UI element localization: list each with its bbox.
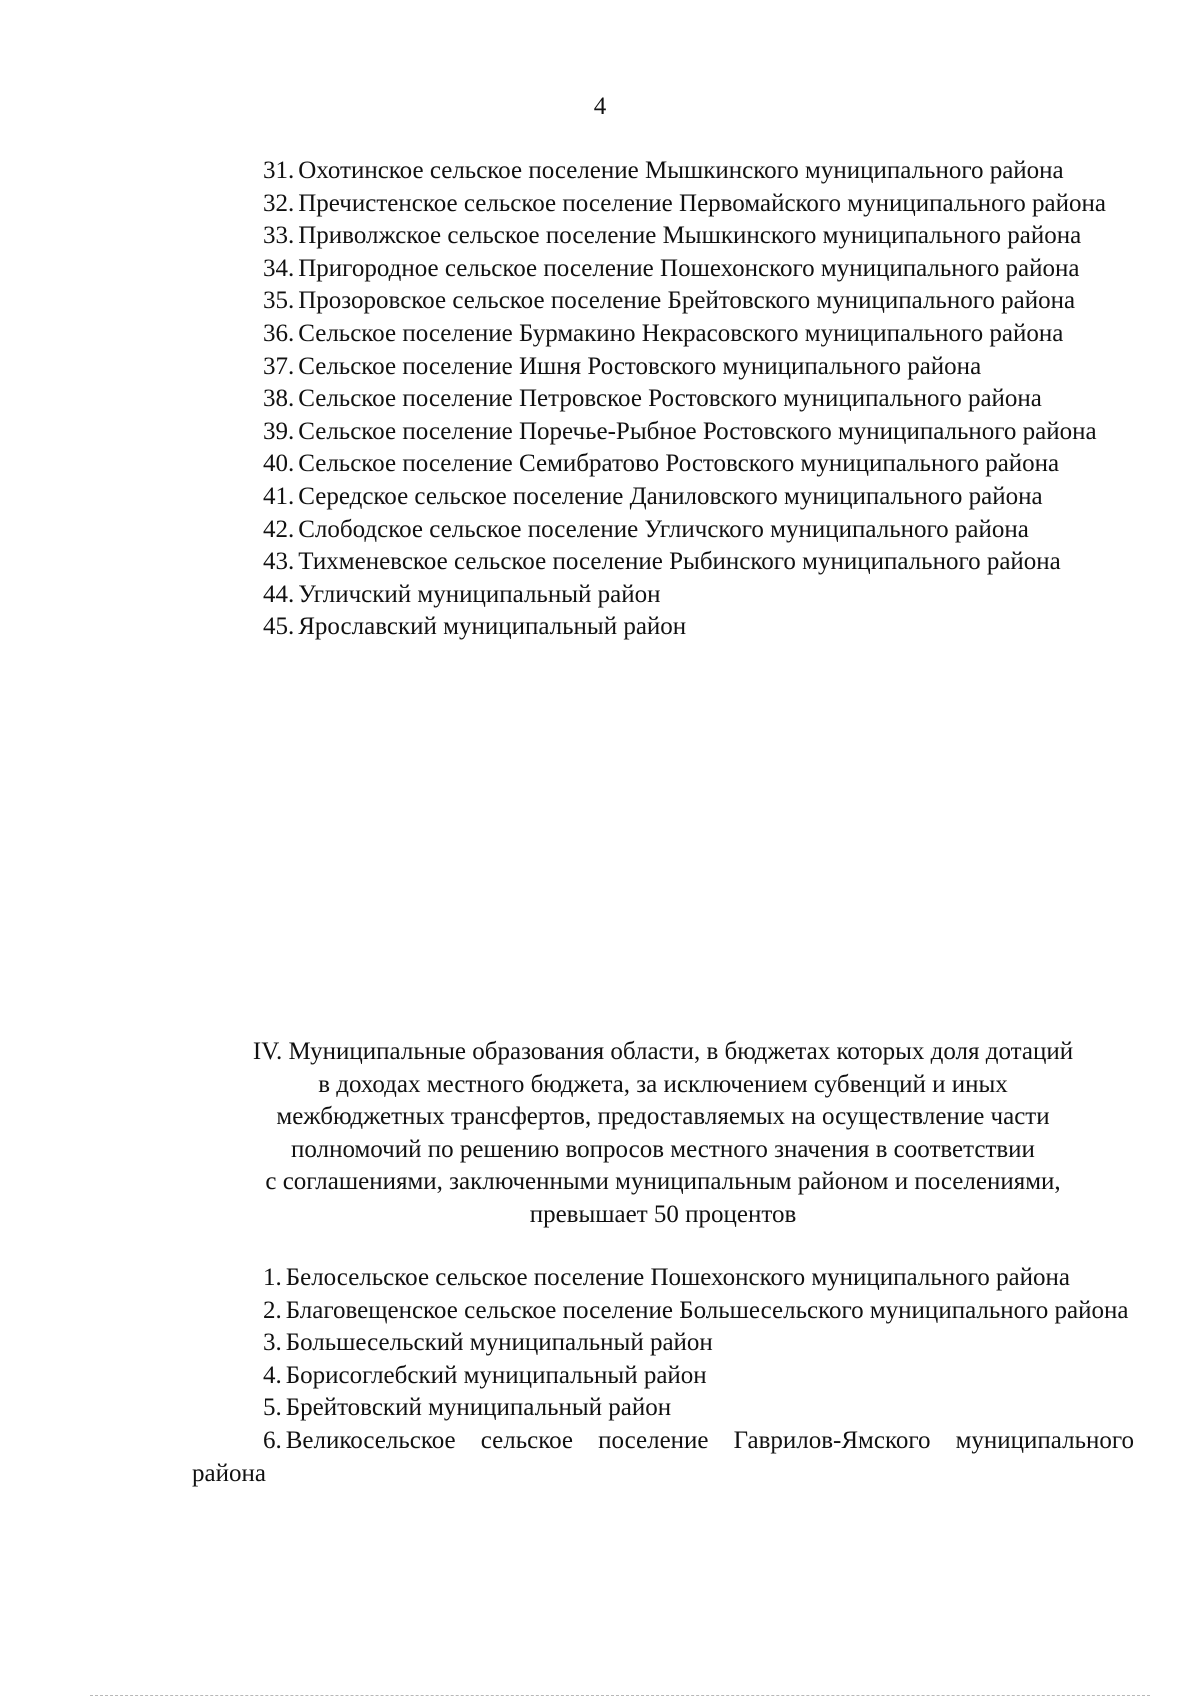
list-item <box>192 481 1134 514</box>
list-item <box>192 383 1134 416</box>
list-item-number: 44. <box>263 580 295 608</box>
list-item-text: Сельское поселение Семибратово Ростовского муниципального района <box>298 450 1060 478</box>
settlement-list-bottom <box>192 1262 1134 1490</box>
list-item <box>192 1360 1134 1393</box>
list-item-text: Середское сельское поселение Даниловского муниципального района <box>298 482 1043 510</box>
list-item-number: 5. <box>263 1394 282 1422</box>
section-heading-line: межбюджетных трансфертов, предоставляемых на осуществление части <box>276 1103 1050 1131</box>
list-item-number: 34. <box>263 254 295 282</box>
list-item <box>192 1392 1134 1425</box>
list-item-number: 35. <box>263 287 295 315</box>
section-heading-line: полномочий по решению вопросов местного значения в соответствии <box>291 1135 1035 1163</box>
section-heading <box>192 1036 1134 1232</box>
list-item-number: 39. <box>263 417 295 445</box>
list-item-text: Белосельское сельское поселение Пошехонского муниципального района <box>285 1264 1070 1291</box>
list-item-text: Пригородное сельское поселение Пошехонского муниципального района <box>298 254 1080 282</box>
section-heading-line: с соглашениями, заключенными муниципальным районом и поселениями, <box>265 1168 1061 1196</box>
list-item-number: 6. <box>263 1426 282 1454</box>
list-item-text: Большесельский муниципальный район <box>285 1329 713 1357</box>
list-item-number: 37. <box>263 352 295 380</box>
list-item-number: 31. <box>263 157 295 184</box>
list-item <box>192 416 1134 449</box>
list-item-text: Пречистенское сельское поселение Первомайского муниципального района <box>298 189 1106 217</box>
list-item-number: 4. <box>263 1361 282 1389</box>
list-item-text: Угличский муниципальный район <box>298 580 661 608</box>
list-item-text: Охотинское сельское поселение Мышкинского муниципального района <box>298 157 1064 184</box>
list-item-number: 40. <box>263 450 295 478</box>
list-item <box>192 514 1134 547</box>
scan-edge-line <box>90 1695 1150 1697</box>
list-item <box>192 285 1134 318</box>
section-heading-line: в доходах местного бюджета, за исключением субвенций и иных <box>318 1070 1008 1098</box>
list-item-text: Борисоглебский муниципальный район <box>285 1361 707 1389</box>
list-item <box>192 546 1134 579</box>
list-item-number: 1. <box>263 1264 282 1291</box>
section-heading-line: превышает 50 процентов <box>529 1200 797 1228</box>
list-item <box>192 448 1134 481</box>
list-item <box>192 1262 1134 1295</box>
list-item <box>192 579 1134 612</box>
list-item-number: 43. <box>263 548 295 576</box>
list-item <box>192 188 1134 221</box>
list-item <box>192 318 1134 351</box>
list-item-text: Сельское поселение Поречье-Рыбное Ростовского муниципального района <box>298 417 1097 445</box>
list-item-text: Сельское поселение Бурмакино Некрасовского муниципального района <box>298 319 1064 347</box>
list-item-number: 38. <box>263 385 295 413</box>
list-item-number: 3. <box>263 1329 282 1357</box>
list-item <box>192 611 1134 644</box>
list-item-text: Сельское поселение Петровское Ростовского муниципального района <box>298 385 1042 413</box>
settlement-list-top <box>192 155 1134 644</box>
list-item-text: Ярославский муниципальный район <box>298 613 687 641</box>
list-item <box>192 1295 1134 1328</box>
list-item-number: 36. <box>263 319 295 347</box>
list-item-number: 32. <box>263 189 295 217</box>
list-item-text: Приволжское сельское поселение Мышкинского муниципального района <box>298 222 1082 250</box>
list-item <box>192 351 1134 384</box>
page-number: 4 <box>593 93 607 120</box>
list-item-text: Тихменевское сельское поселение Рыбинского муниципального района <box>298 548 1061 576</box>
list-item-number: 2. <box>263 1296 282 1324</box>
list-item-number: 41. <box>263 482 295 510</box>
list-item-text: Благовещенское сельское поселение Большесельского муниципального района <box>285 1296 1129 1324</box>
list-item-number: 45. <box>263 613 295 641</box>
list-item-text: Сельское поселение Ишня Ростовского муниципального района <box>298 352 982 380</box>
list-item <box>192 1425 1134 1490</box>
list-item <box>192 155 1134 188</box>
list-item-text: Слободское сельское поселение Угличского муниципального района <box>298 515 1029 543</box>
list-item-number: 42. <box>263 515 295 543</box>
list-item-text: Прозоровское сельское поселение Брейтовского муниципального района <box>298 287 1076 315</box>
list-item-text: Великосельское сельское поселение Гаврилов-Ямского муниципального района <box>192 1426 1134 1487</box>
list-item <box>192 253 1134 286</box>
list-item <box>192 1327 1134 1360</box>
list-item <box>192 220 1134 253</box>
list-item-number: 33. <box>263 222 295 250</box>
section-heading-line: IV. Муниципальные образования области, в бюджетах которых доля дотаций <box>252 1038 1074 1065</box>
list-item-text: Брейтовский муниципальный район <box>285 1394 672 1422</box>
